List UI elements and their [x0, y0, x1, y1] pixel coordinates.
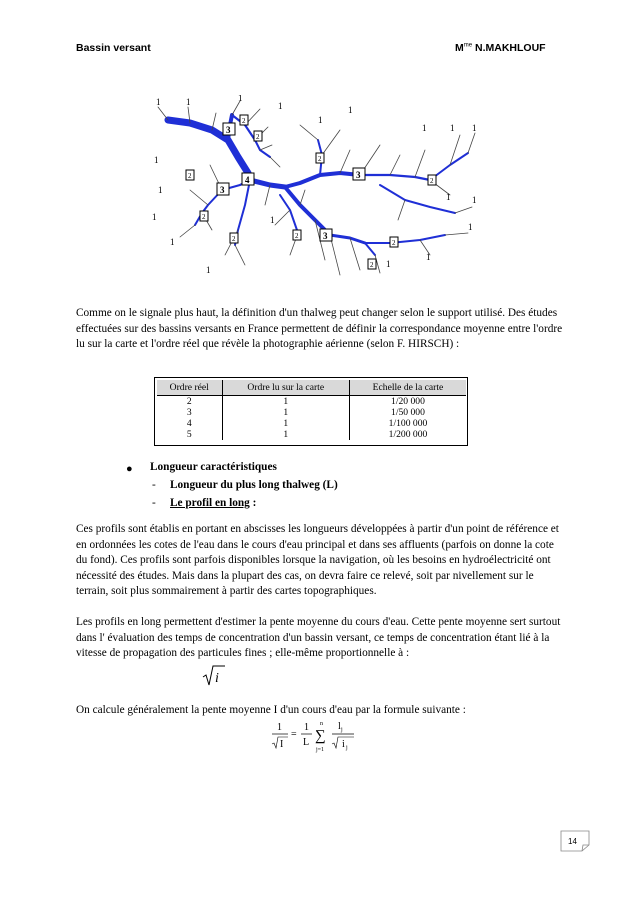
formula-sum-bottom: j=1 — [316, 747, 325, 753]
order-label: 2 — [242, 117, 246, 125]
order-label: 2 — [295, 232, 299, 240]
order-label: 2 — [188, 172, 192, 180]
order-label: 2 — [256, 133, 260, 141]
formula-term-num: l — [338, 721, 341, 732]
order-label: 1 — [450, 123, 455, 133]
order-label: 3 — [220, 185, 225, 195]
svg-text:∑: ∑ — [315, 728, 326, 744]
list-item-bullet: Longueur caractéristiques — [150, 461, 277, 473]
svg-text:=: = — [291, 729, 297, 740]
formula-lhs-den: I — [280, 739, 284, 750]
order-label: 1 — [318, 115, 323, 125]
order-label: 1 — [446, 192, 451, 202]
table-cell: 2 — [186, 396, 192, 407]
order-label: 1 — [422, 123, 427, 133]
order-label: 1 — [270, 215, 275, 225]
order-label: 4 — [245, 175, 250, 185]
order-label: 2 — [202, 213, 206, 221]
bullet-icon: ● — [126, 463, 133, 475]
paragraph-profils: Ces profils sont établis en portant en abscisses les longueurs développées à partir d'un point de référence et en ordonnées les cotes de l'eau dans le cours d'eau principal et dans ses affluents (parfois on donne la cote du fond). Ces profils sont parfois disponibles lorsque la navigation, où les besoins en hydroélectricité ont nécessité des études. Mais dans la plupart des cas, on devra faire ce relevé, soit par nivellement sur le terrain, soit plus sommairement à partir des cartes topographiques. — [76, 523, 559, 597]
sqrt-i-symbol — [202, 663, 226, 687]
order-label: 2 — [430, 177, 434, 185]
order-label: 1 — [472, 195, 477, 205]
paragraph-thalweg-definition: Comme on le signale plus haut, la définition d'un thalweg peut changer selon le support utilisé. Des études effectuées sur des bassins versants en France permettent de définir la correspondance moyenne entre l'ordre lu sur la carte et l'ordre réel que révèle la photographie aérienne (selon F. HIRSCH) : — [76, 307, 563, 350]
table-cell: 1 — [222, 418, 349, 429]
table-row — [157, 407, 466, 418]
paragraph-formule: On calcule généralement la pente moyenne I d'un cours d'eau par la formule suivante : — [76, 704, 466, 716]
formula-rhs-den: L — [303, 737, 310, 748]
order-label: 2 — [318, 155, 322, 163]
table-row — [157, 418, 466, 429]
running-header-left: Bassin versant — [76, 42, 151, 54]
order-label: 1 — [386, 259, 391, 269]
table-cell: 1/50 000 — [349, 407, 466, 418]
sub2-text: Le profil en long — [170, 497, 250, 509]
paragraph-pente: Les profils en long permettent d'estimer la pente moyenne du cours d'eau. Cette pente moyenne sert surtout dans l' évaluation des temps de concentration d'un bassin versant, ce temps de concentration étant lié à la vitesse de propagation des particules fines ; elle-même proportionnelle à : — [76, 616, 561, 659]
order-label: 2 — [232, 235, 236, 243]
order-label: 1 — [472, 123, 477, 133]
table-row — [157, 429, 466, 440]
order-label: 1 — [170, 237, 175, 247]
author-prefix: M — [455, 42, 464, 54]
order-label: 3 — [323, 231, 328, 241]
author-sup: me — [463, 42, 473, 49]
table-cell: 1 — [222, 396, 349, 408]
formula-term-den-sub: j — [346, 745, 348, 751]
table-cell: 1/20 000 — [349, 396, 466, 408]
order-label: 1 — [152, 212, 157, 222]
order-label: 1 — [468, 222, 473, 232]
sqrt-var: i — [215, 671, 219, 686]
table-header-cell: Ordre lu sur la carte — [222, 380, 349, 396]
table-cell: 1/200 000 — [349, 429, 466, 440]
table-cell: 3 — [186, 407, 192, 418]
order-label: 1 — [206, 265, 211, 275]
dash-icon: - — [152, 497, 156, 509]
list-item-sub1: Longueur du plus long thalweg (L) — [170, 479, 338, 491]
order-label: 3 — [356, 170, 361, 180]
dash-icon: - — [152, 479, 156, 491]
table-header-cell: Echelle de la carte — [349, 380, 466, 396]
slope-formula — [270, 718, 370, 758]
page-number: 14 — [568, 837, 577, 846]
table-header-cell: Ordre réel — [157, 380, 222, 396]
order-label: 1 — [278, 101, 283, 111]
formula-rhs-num: 1 — [304, 722, 309, 733]
order-label: 1 — [186, 97, 191, 107]
sub2-suffix: : — [249, 497, 257, 509]
table-header-row — [157, 380, 466, 396]
order-label: 2 — [370, 261, 374, 269]
order-label: 1 — [348, 105, 353, 115]
list-item-sub2 — [170, 497, 256, 509]
order-label: 1 — [158, 185, 163, 195]
order-label: 1 — [426, 252, 431, 262]
order-label: 1 — [238, 95, 243, 103]
table-cell: 1 — [222, 429, 349, 440]
formula-sum-top: n — [320, 721, 323, 727]
author-name: N.MAKHLOUF — [472, 42, 546, 54]
stream-order-figure — [150, 95, 480, 290]
running-header-right — [455, 42, 546, 54]
order-label: 1 — [156, 97, 161, 107]
order-correspondence-table — [157, 380, 466, 440]
order-label: 3 — [226, 125, 231, 135]
table-cell: 1 — [222, 407, 349, 418]
table-cell: 5 — [186, 429, 192, 440]
formula-term-num-sub: j — [341, 727, 343, 733]
table-cell: 1/100 000 — [349, 418, 466, 429]
table-row — [157, 396, 466, 408]
formula-lhs-num: 1 — [277, 722, 282, 733]
formula-term-den: i — [342, 739, 345, 750]
order-label: 1 — [154, 155, 159, 165]
order-label: 2 — [392, 239, 396, 247]
table-cell: 4 — [186, 418, 192, 429]
page-number-box — [560, 830, 590, 852]
